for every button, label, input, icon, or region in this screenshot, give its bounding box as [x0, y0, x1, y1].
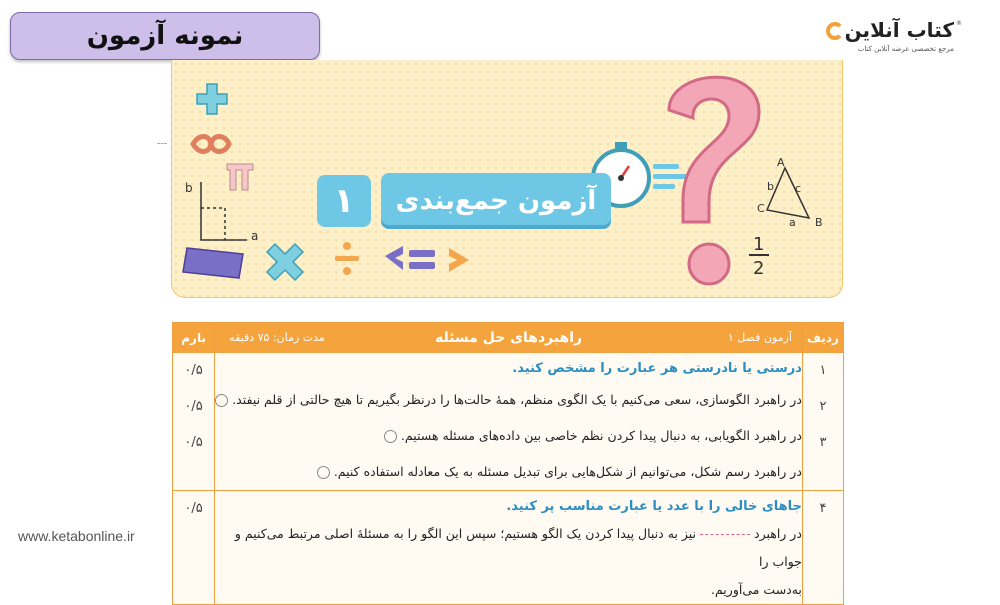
svg-text:C: C: [757, 202, 765, 215]
row-score: ۰/۵: [184, 501, 203, 516]
question-text-b: نیز به دنبال پیدا کردن یک الگو هستیم؛ سپس این الگو را به مسئلهٔ اصلی مرتبط می‌کنیم و جواب را: [234, 526, 802, 569]
sample-exam-tag: [10, 12, 320, 60]
less-than-icon: [385, 246, 403, 270]
ketab-online-logo[interactable]: [822, 18, 972, 58]
question-text-a: در راهبرد: [754, 526, 802, 541]
triangle-icon: [767, 168, 809, 218]
section-2-instruction: جاهای خالی را با عدد یا عبارت مناسب پر کنید.: [506, 499, 802, 514]
row-number: ۳: [819, 435, 827, 450]
exam-title-box: آزمون جمع‌بندی: [381, 173, 611, 229]
question-text: در راهبرد رسم شکل، می‌توانیم از شکل‌هایی برای تبدیل مسئله به یک معادله استفاده کنیم.: [333, 464, 802, 479]
fill-blank[interactable]: [700, 534, 750, 535]
chapter-label: آزمون فصل ۱: [727, 331, 792, 344]
answer-radio[interactable]: [384, 430, 397, 443]
infinity-icon: [193, 137, 229, 152]
row-number: ۱: [819, 363, 827, 378]
svg-text:c: c: [795, 182, 802, 195]
svg-text:2: 2: [753, 258, 765, 279]
section-1-scores: [173, 353, 215, 491]
section-1-body: [215, 353, 803, 491]
header-main: [215, 323, 803, 353]
score-header: بارم: [173, 323, 215, 353]
section-2-numbers: [802, 491, 843, 605]
website-url[interactable]: www.ketabonline.ir: [18, 528, 135, 544]
multiply-icon: [267, 244, 303, 280]
topic-title: راهبردهای حل مسئله: [434, 329, 583, 346]
plus-icon: [197, 84, 227, 114]
svg-text:A: A: [777, 156, 785, 169]
row-score: ۰/۵: [184, 435, 203, 450]
svg-text:1: 1: [753, 234, 765, 255]
question-text-c: به‌دست می‌آوریم.: [711, 582, 802, 597]
pi-icon: [227, 164, 253, 190]
equals-icon: [409, 250, 435, 269]
answer-radio[interactable]: [215, 394, 228, 407]
section-1-instruction: درستی یا نادرستی هر عبارت را مشخص کنید.: [512, 361, 802, 376]
logo-name: کتاب آنلاین: [844, 18, 954, 42]
sample-exam-label: نمونه آزمون: [86, 21, 244, 51]
svg-text:b: b: [767, 180, 774, 193]
svg-text:a: a: [251, 229, 259, 243]
exam-table: [172, 322, 844, 605]
section-2-row: [173, 491, 844, 605]
row-score: ۰/۵: [184, 363, 203, 378]
question-mark-icon: [669, 77, 759, 284]
divide-icon: [335, 242, 359, 275]
row-score: ۰/۵: [184, 399, 203, 414]
row-number: ۴: [819, 501, 827, 516]
right-angle-icon: [201, 182, 247, 240]
question-2: [215, 418, 802, 454]
section-1-row: [173, 353, 844, 491]
question-1: [215, 382, 802, 418]
question-text: در راهبرد الگوسازی، سعی می‌کنیم با یک الگوی منظم، همهٔ حالت‌ها را درنظر بگیریم تا هیچ حالتی از قلم نیفتد.: [232, 392, 802, 407]
answer-radio[interactable]: [317, 466, 330, 479]
table-header: [173, 323, 844, 353]
section-2-scores: [173, 491, 215, 605]
question-text: در راهبرد الگویابی، به دنبال پیدا کردن نظم خاصی بین داده‌های مسئله هستیم.: [400, 428, 802, 443]
eraser-icon: [183, 248, 243, 278]
radif-header: ردیف: [802, 323, 843, 353]
section-1-numbers: [802, 353, 843, 491]
question-3: [215, 454, 802, 490]
time-label: مدت زمان: ۷۵ دقیقه: [229, 331, 325, 344]
logo-registered: ®: [956, 20, 962, 27]
row-number: ۲: [819, 399, 827, 414]
exam-number-box: ۱: [317, 175, 371, 227]
greater-than-icon: [449, 248, 469, 272]
svg-text:a: a: [789, 216, 796, 229]
svg-text:B: B: [815, 216, 823, 229]
question-4: [215, 520, 802, 604]
logo-mark-icon: [826, 22, 844, 40]
section-2-body: [215, 491, 803, 605]
decorative-dash: [157, 143, 167, 144]
svg-text:b: b: [185, 181, 193, 195]
logo-subtitle: مرجع تخصصی عرضه آنلاین کتاب: [857, 45, 954, 53]
